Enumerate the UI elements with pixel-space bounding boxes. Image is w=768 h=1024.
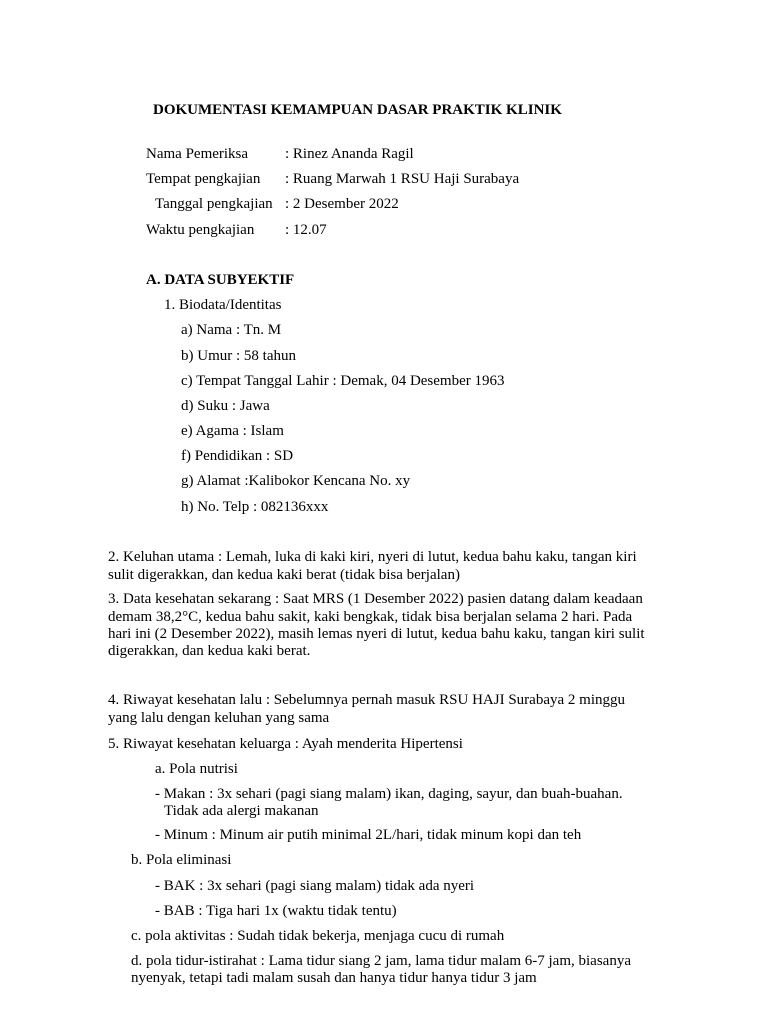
riwayat-lalu-line: yang lalu dengan keluhan yang sama <box>108 710 330 726</box>
biodata-item: f) Pendidikan : SD <box>181 448 294 464</box>
biodata-item: e) Agama : Islam <box>181 423 284 439</box>
section-a-heading: A. DATA SUBYEKTIF <box>146 272 295 288</box>
document-title: DOKUMENTASI KEMAMPUAN DASAR PRAKTIK KLINIK <box>153 102 562 118</box>
pola-eliminasi-bak: - BAK : 3x sehari (pagi siang malam) tidak ada nyeri <box>155 878 475 894</box>
pola-tidur-line: d. pola tidur-istirahat : Lama tidur siang 2 jam, lama tidur malam 6-7 jam, biasanya <box>131 953 631 969</box>
header-row-time <box>146 221 327 239</box>
keluhan-line: 2. Keluhan utama : Lemah, luka di kaki kiri, nyeri di lutut, kedua bahu kaku, tangan kiri <box>108 549 637 565</box>
biodata-item: b) Umur : 58 tahun <box>181 348 296 364</box>
biodata-heading: 1. Biodata/Identitas <box>164 297 282 313</box>
field-label: Tempat pengkajian <box>146 171 261 187</box>
pola-eliminasi-bab: - BAB : Tiga hari 1x (waktu tidak tentu) <box>155 903 397 919</box>
field-value: : 12.07 <box>285 222 327 238</box>
pola-nutrisi-makan-cont: Tidak ada alergi makanan <box>164 803 319 819</box>
data-kesehatan-line: 3. Data kesehatan sekarang : Saat MRS (1 Desember 2022) pasien datang dalam keadaan <box>108 591 643 607</box>
pola-nutrisi-minum: - Minum : Minum air putih minimal 2L/hari, tidak minum kopi dan teh <box>155 827 582 843</box>
biodata-item: h) No. Telp : 082136xxx <box>181 499 329 515</box>
header-row-date <box>155 195 399 213</box>
biodata-item: d) Suku : Jawa <box>181 398 270 414</box>
biodata-item: g) Alamat :Kalibokor Kencana No. xy <box>181 473 411 489</box>
field-value: : Ruang Marwah 1 RSU Haji Surabaya <box>285 171 520 187</box>
field-value: : 2 Desember 2022 <box>285 196 399 212</box>
pola-nutrisi-heading: a. Pola nutrisi <box>155 761 238 777</box>
field-label: Tanggal pengkajian <box>155 196 273 212</box>
riwayat-lalu-line: 4. Riwayat kesehatan lalu : Sebelumnya pernah masuk RSU HAJI Surabaya 2 minggu <box>108 692 625 708</box>
field-label: Waktu pengkajian <box>146 222 255 238</box>
keluhan-line: sulit digerakkan, dan kedua kaki berat (tidak bisa berjalan) <box>108 567 460 583</box>
header-row-examiner <box>146 145 414 163</box>
field-value: : Rinez Ananda Ragil <box>285 146 414 162</box>
pola-tidur-line: nyenyak, tetapi tadi malam susah dan hanya tidur hanya tidur 3 jam <box>131 970 537 986</box>
pola-eliminasi-heading: b. Pola eliminasi <box>131 852 232 868</box>
pola-nutrisi-makan: - Makan : 3x sehari (pagi siang malam) ikan, daging, sayur, dan buah-buahan. <box>155 786 623 802</box>
biodata-item: a) Nama : Tn. M <box>181 322 282 338</box>
data-kesehatan-line: demam 38,2°C, kedua bahu sakit, kaki bengkak, tidak bisa berjalan selama 2 hari. Pada <box>108 609 633 625</box>
data-kesehatan-line: hari ini (2 Desember 2022), masih lemas nyeri di lutut, kedua bahu kaku, tangan kiri sulit <box>108 626 645 642</box>
biodata-item: c) Tempat Tanggal Lahir : Demak, 04 Desember 1963 <box>181 373 505 389</box>
field-label: Nama Pemeriksa <box>146 146 249 162</box>
pola-aktivitas: c. pola aktivitas : Sudah tidak bekerja, menjaga cucu di rumah <box>131 928 505 944</box>
riwayat-keluarga-line: 5. Riwayat kesehatan keluarga : Ayah menderita Hipertensi <box>108 736 463 752</box>
data-kesehatan-line: digerakkan, dan kedua kaki berat. <box>108 643 311 659</box>
header-row-place <box>146 170 519 188</box>
